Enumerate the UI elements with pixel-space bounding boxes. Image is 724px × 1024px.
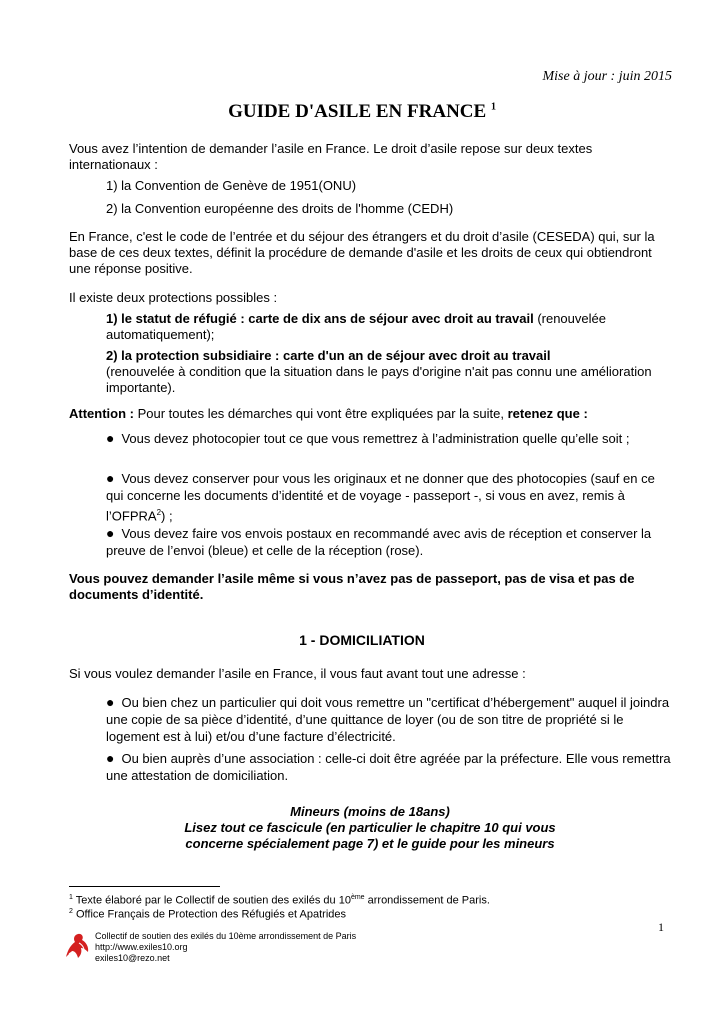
bullet-association	[106, 750, 672, 784]
bullet-text: Ou bien auprès d’une association : celle-ci doit être agréée par la préfecture. Elle vous remettra une attestation de domiciliation.	[106, 751, 671, 783]
footer-email-link[interactable]: exiles10@rezo.net	[95, 953, 170, 963]
bullet-photocopy	[106, 430, 672, 447]
footnote-2	[69, 905, 346, 922]
bullet-icon: ●	[106, 470, 115, 486]
retenez-label: retenez que :	[507, 406, 588, 421]
collective-logo-icon	[62, 930, 92, 960]
footer-org: Collectif de soutien des exilés du 10ème arrondissement de Paris	[95, 931, 357, 941]
bullet-icon: ●	[106, 694, 115, 710]
bullet-icon: ●	[106, 430, 115, 446]
footnote-number: 2	[69, 908, 73, 915]
bullet-text: Vous devez photocopier tout ce que vous remettrez à l’administration quelle qu’elle soit ;	[121, 431, 630, 446]
bullet-postal	[106, 525, 672, 559]
minors-line: concerne spécialement page 7) et le guide pour les mineurs	[185, 836, 555, 851]
title-footnote-ref[interactable]: 1	[490, 101, 496, 113]
title-text: GUIDE D'ASILE EN FRANCE	[228, 101, 487, 122]
bullet-icon: ●	[106, 525, 115, 541]
bullet-text-tail: ) ;	[161, 508, 173, 524]
attention-label: Attention :	[69, 406, 134, 421]
footnote-text-tail: arrondissement de Paris.	[364, 894, 490, 907]
domiciliation-intro: Si vous voulez demander l’asile en France, il vous faut avant tout une adresse :	[69, 666, 526, 681]
footnote-text: Office Français de Protection des Réfugiés et Apatrides	[75, 908, 347, 921]
ceseda-paragraph: En France, c'est le code de l’entrée et du séjour des étrangers et du droit d’asile (CESEDA) qui, sur la base de ces deux textes, définit la procédure de demande d'asile et les droits de ceux qui obtiendront une réponse positive.	[69, 229, 655, 276]
subsidiary-note: (renouvelée à condition que la situation dans le pays d'origine n'ait pas connu une amélioration importante).	[106, 364, 652, 395]
minors-title: Mineurs (moins de 18ans)	[290, 804, 450, 819]
bullet-icon: ●	[106, 750, 115, 766]
treaty-item-1: 1) la Convention de Genève de 1951(ONU)	[106, 178, 357, 193]
footnote-number: 1	[69, 894, 73, 901]
attention-paragraph	[69, 406, 673, 422]
footnote-separator	[69, 886, 220, 887]
subsidiary-label: 2) la protection subsidiaire : carte d'un an de séjour avec droit au travail	[106, 348, 551, 363]
section-heading-domiciliation: 1 - DOMICILIATION	[299, 632, 425, 648]
minors-line: Lisez tout ce fascicule (en particulier le chapitre 10 qui vous	[184, 820, 556, 835]
passport-warning: Vous pouvez demander l’asile même si vous n’avez pas de passeport, pas de visa et pas de documents d’identité.	[69, 571, 635, 602]
ofpra-footnote-ref[interactable]: 2	[156, 508, 162, 517]
intro-paragraph: Vous avez l’intention de demander l’asile en France. Le droit d’asile repose sur deux textes internationaux :	[69, 141, 593, 172]
bullet-originals	[106, 470, 672, 524]
attention-text: Pour toutes les démarches qui vont être expliquées par la suite,	[133, 406, 508, 421]
refugee-status-note: (renouvelée automatiquement);	[106, 311, 606, 342]
bullet-text: Ou bien chez un particulier qui doit vous remettre un "certificat d’hébergement" auquel il joindra une copie de sa pièce d’identité, d’une quittance de loyer (ou de son titre de propriété si le logement est à lui) et/ou d’une facture d’électricité.	[106, 695, 670, 744]
protection-refugee	[106, 311, 672, 343]
protections-intro: Il existe deux protections possibles :	[69, 290, 278, 305]
minors-notice	[0, 804, 724, 852]
footnote-text: Texte élaboré par le Collectif de soutien des exilés du 10	[75, 894, 351, 907]
treaty-item-2: 2) la Convention européenne des droits de l'homme (CEDH)	[106, 201, 454, 216]
bullet-host	[106, 694, 672, 745]
bullet-text: Vous devez faire vos envois postaux en recommandé avec avis de réception et conserver la preuve de l’envoi (bleue) et celle de la réception (rose).	[106, 526, 652, 558]
page-number: 1	[658, 920, 664, 934]
footnote-sup: ème	[350, 894, 365, 901]
document-title	[0, 101, 724, 123]
protection-subsidiary	[106, 348, 672, 396]
refugee-status-label: 1) le statut de réfugié : carte de dix ans de séjour avec droit au travail	[106, 311, 534, 326]
bullet-text: Vous devez conserver pour vous les originaux et ne donner que des photocopies (sauf en ce qui concerne les documents d’identité et de voyage - passeport -, si vous en avez, remis à l’OFPRA	[106, 471, 655, 524]
footer-contact	[95, 931, 356, 964]
footer-url-link[interactable]: http://www.exiles10.org	[95, 942, 188, 952]
update-date: Mise à jour : juin 2015	[542, 69, 672, 84]
